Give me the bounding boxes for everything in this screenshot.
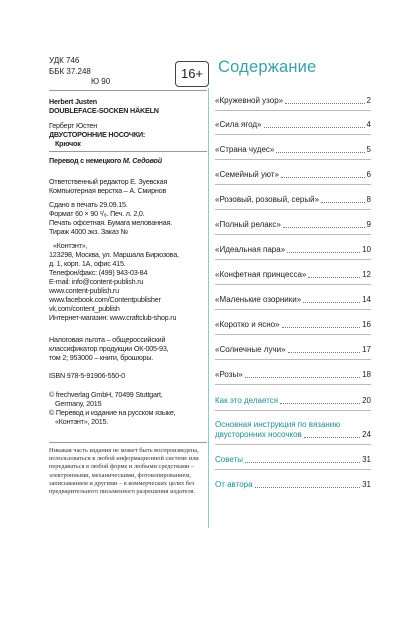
copyright-line: «Контэнт», 2015. <box>55 417 109 426</box>
toc-item[interactable] <box>215 220 371 230</box>
publisher-line: E-mail: info@content-publish.ru <box>49 277 144 286</box>
original-title-block <box>49 97 209 115</box>
copyright-line: © frechverlag GmbH, 70499 Stuttgart, <box>49 390 163 399</box>
column-divider <box>208 88 209 528</box>
print-info-line: Тираж 4000 экз. Заказ № <box>49 227 129 236</box>
toc-item-title: «Конфетная принцесса» <box>215 270 307 279</box>
toc-item-title: двусторонних носочков <box>215 430 302 439</box>
age-rating-badge: 16+ <box>175 61 209 87</box>
divider <box>49 151 207 152</box>
toc-item[interactable] <box>215 120 371 130</box>
toc-title: Содержание <box>218 58 317 76</box>
toc-item-page: 20 <box>362 396 371 405</box>
credit-line: Компьютерная верстка – А. Смирнов <box>49 186 167 195</box>
toc-item-title: Советы <box>215 455 243 464</box>
russian-title-block <box>49 121 209 148</box>
toc-item[interactable] <box>215 396 371 406</box>
toc-item[interactable] <box>215 295 371 305</box>
toc-item-page: 8 <box>366 195 371 204</box>
russian-subtitle: Крючок <box>55 139 81 148</box>
toc-item-page: 6 <box>366 170 371 179</box>
toc-item-page: 9 <box>366 220 371 229</box>
toc-item-title: «Розовый, розовый, серый» <box>215 195 320 204</box>
toc-item[interactable] <box>215 480 371 490</box>
notice-line: электронными, механическими, фотокопированием, <box>49 471 191 479</box>
toc-item[interactable] <box>215 270 371 280</box>
tax-block <box>49 335 209 362</box>
toc-item-title: «Полный релакс» <box>215 220 281 229</box>
toc-item-page: 16 <box>362 320 371 329</box>
toc-item-title: «Идеальная пара» <box>215 245 286 254</box>
russian-title: ДВУСТОРОННИЕ НОСОЧКИ: <box>49 130 146 139</box>
tax-line: том 2; 953000 – книги, брошюры. <box>49 353 154 362</box>
toc-item-page: 14 <box>362 295 371 304</box>
divider <box>49 442 207 443</box>
translation-prefix: Перевод с немецкого <box>49 156 123 165</box>
author-sign-line: Ю 90 <box>91 77 111 86</box>
publisher-line: www.facebook.com/Contentpublisher <box>49 295 161 304</box>
publisher-line: www.content-publish.ru <box>49 286 119 295</box>
toc-item[interactable] <box>215 96 371 106</box>
publisher-line: д. 1, корп. 1А, офис 415. <box>49 259 126 268</box>
print-info-line: Сдано в печать 29.09.15. <box>49 200 128 209</box>
toc-item[interactable] <box>215 170 371 180</box>
publisher-line: «Контэнт», <box>53 241 88 250</box>
toc-item[interactable] <box>215 245 371 255</box>
toc-item[interactable] <box>215 420 371 440</box>
publisher-line: Телефон/факс: (499) 943-03-84 <box>49 268 148 277</box>
original-author: Herbert Justen <box>49 97 97 106</box>
toc-item-title: «Коротко и ясно» <box>215 320 280 329</box>
toc-item-page: 10 <box>362 245 371 254</box>
toc-item-page: 31 <box>362 480 371 489</box>
original-title: DOUBLEFACE-SOCKEN HÄKELN <box>49 106 159 115</box>
toc-item-page: 12 <box>362 270 371 279</box>
translator-name: М. Седовой <box>122 156 162 165</box>
copyright-line: © Перевод и издание на русском языке, <box>49 408 176 417</box>
toc-item[interactable] <box>215 455 371 465</box>
toc-item-title: От автора <box>215 480 253 489</box>
print-info-line: Печать офсетная. Бумага мелованная. <box>49 218 172 227</box>
copyright-block <box>49 390 209 426</box>
divider <box>49 90 207 91</box>
udk-line: УДК 746 <box>49 56 80 65</box>
toc-item[interactable] <box>215 370 371 380</box>
toc-item-title: «Розы» <box>215 370 243 379</box>
tax-line: классификатор продукции ОК-005-93, <box>49 344 169 353</box>
toc-item-title: «Солнечные лучи» <box>215 345 286 354</box>
toc-item-title-line1: Основная инструкция по вязанию <box>215 420 341 429</box>
toc-item-page: 2 <box>366 96 371 105</box>
notice-line: передаваться в любой форме и любыми средствами – <box>49 463 195 471</box>
toc-item-page: 18 <box>362 370 371 379</box>
notice-line: использоваться в любой информационной системе или <box>49 455 199 463</box>
notice-line: Никакая часть издания не может быть воспроизведена, <box>49 447 199 454</box>
bbk-line: ББК 37.248 <box>49 66 91 76</box>
toc-item-title: Как это делается <box>215 396 279 405</box>
toc-item-page: 17 <box>362 345 371 354</box>
toc-item-title: «Семейный уют» <box>215 170 279 179</box>
notice-line: записыванием и другими – в коммерческих целях без <box>49 479 195 487</box>
translation-line <box>49 156 209 165</box>
toc-item-title: «Кружевной узор» <box>215 96 284 105</box>
publisher-line: Интернет-магазин: www.craftclub-shop.ru <box>49 313 177 322</box>
publisher-line: vk.com/content_publish <box>49 304 120 313</box>
credit-line: Ответственный редактор Е. Зуевская <box>49 177 168 186</box>
tax-line: Налоговая льгота – общероссийский <box>49 335 166 344</box>
toc-item-page: 5 <box>366 145 371 154</box>
toc-item[interactable] <box>215 345 371 355</box>
notice-line: предварительного письменного разрешения издателя. <box>49 488 196 496</box>
toc-item-page: 24 <box>362 430 371 439</box>
toc-item[interactable] <box>215 320 371 330</box>
russian-author: Герберт Юстен <box>49 121 97 130</box>
toc-item-page: 4 <box>366 120 371 129</box>
copyright-line: Germany, 2015 <box>55 399 102 408</box>
toc-item[interactable] <box>215 145 371 155</box>
toc-item-title: «Страна чудес» <box>215 145 275 154</box>
isbn: ISBN 978-5-91906-550-0 <box>49 371 125 380</box>
toc-item-title: «Маленькие озорники» <box>215 295 302 304</box>
rights-notice <box>49 447 209 496</box>
isbn-block <box>49 371 209 380</box>
print-info-block <box>49 200 209 236</box>
credits-block <box>49 177 209 195</box>
publisher-block <box>49 241 209 322</box>
toc-item-title: «Сила ягод» <box>215 120 262 129</box>
publisher-line: 123298, Москва, ул. Маршала Бирюзова, <box>49 250 179 259</box>
udk-block <box>49 56 110 88</box>
toc-item-page: 31 <box>362 455 371 464</box>
toc-item[interactable] <box>215 195 371 205</box>
print-info-line: Формат 60 × 90 ¹/₈. Печ. л. 2,0. <box>49 209 145 218</box>
